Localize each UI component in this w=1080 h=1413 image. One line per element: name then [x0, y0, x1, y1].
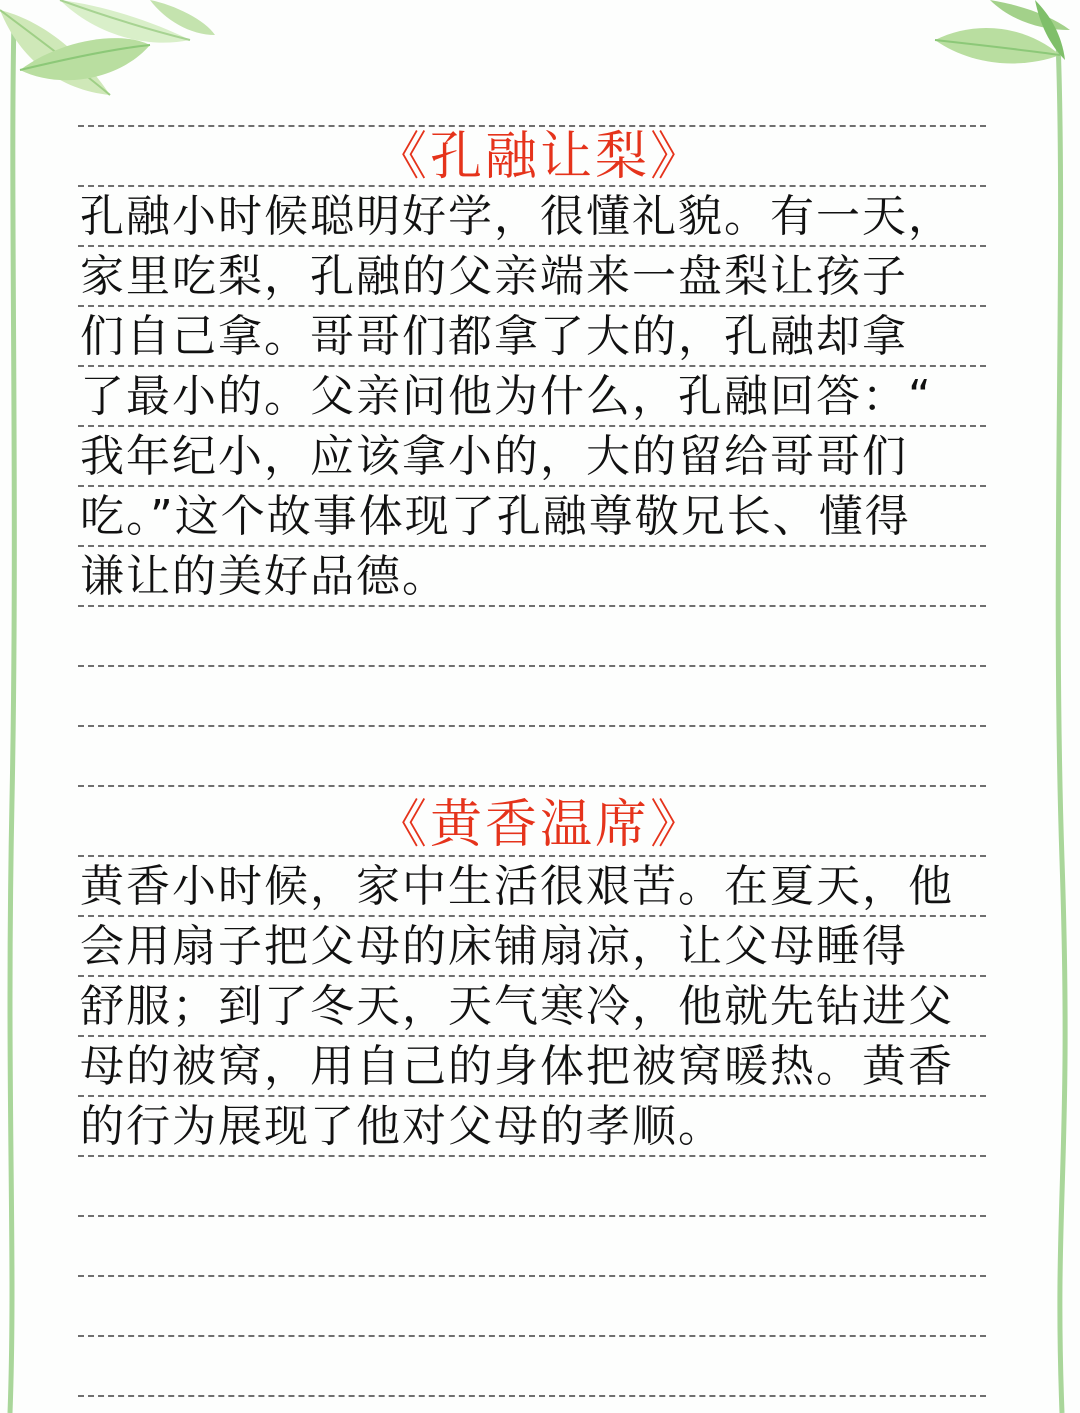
story-line: 吃。”这个故事体现了孔融尊敬兄长、懂得 [80, 491, 911, 542]
story-title: 《孔融让梨》 [374, 127, 705, 187]
ruled-line [78, 665, 986, 667]
ruled-line [78, 1335, 986, 1337]
ruled-line [78, 725, 986, 727]
vine-icon [10, 20, 14, 1413]
story-line: 我年纪小，应该拿小的，大的留给哥哥们 [80, 431, 908, 482]
story-title: 《黄香温席》 [374, 795, 705, 855]
ruled-line [78, 1275, 986, 1277]
vine-icon [1058, 40, 1065, 1413]
story-line: 会用扇子把父母的床铺扇凉，让父母睡得 [80, 921, 908, 972]
story-line: 孔融小时候聪明好学，很懂礼貌。有一天， [80, 191, 954, 242]
story-line: 舒服；到了冬天，天气寒冷，他就先钻进父 [80, 981, 954, 1032]
story-line: 的行为展现了他对父母的孝顺。 [80, 1101, 724, 1152]
leaf-icon [990, 0, 1070, 30]
ruled-line [78, 1395, 986, 1397]
story-line: 家里吃梨，孔融的父亲端来一盘梨让孩子 [80, 251, 908, 302]
story-line: 谦让的美好品德。 [80, 551, 448, 602]
leaf-icon [935, 28, 1060, 63]
story-line: 了最小的。父亲问他为什么，孔融回答：“ [80, 371, 933, 422]
ruled-line [78, 1215, 986, 1217]
ruled-line [78, 785, 986, 787]
story-line: 母的被窝，用自己的身体把被窝暖热。黄香 [80, 1041, 954, 1092]
story-line: 黄香小时候，家中生活很艰苦。在夏天，他 [80, 861, 954, 912]
story-line: 们自己拿。哥哥们都拿了大的，孔融却拿 [80, 311, 908, 362]
